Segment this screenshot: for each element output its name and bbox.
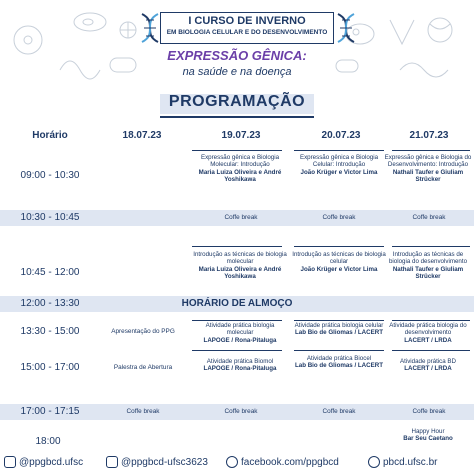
website-link[interactable]	[368, 455, 437, 469]
programacao-heading: PROGRAMAÇÃO	[168, 93, 306, 110]
dna-helix-icon-right	[334, 12, 358, 44]
time-slot: 13:30 - 15:00	[20, 326, 80, 337]
instagram-link[interactable]	[4, 455, 83, 469]
time-slot: 09:00 - 10:30	[20, 170, 80, 181]
session-cell	[384, 154, 472, 184]
session-title: Introdução as técnicas de biologia celular	[292, 251, 386, 266]
time-slot: 15:00 - 17:00	[20, 362, 80, 373]
session-title: Atividade prática BD	[399, 358, 457, 365]
session-cell	[292, 251, 386, 273]
course-title: I CURSO DE INVERNO	[188, 15, 306, 27]
row-divider	[294, 350, 384, 351]
col-header-18: 18.07.23	[122, 130, 162, 141]
col-header-20: 20.07.23	[321, 130, 361, 141]
youtube-handle: @ppgbcd-ufsc3623	[121, 456, 208, 468]
session-title: Atividade prática biologia do desenvolvimento	[389, 322, 467, 337]
session-title: Atividade prática biologia celular	[294, 322, 384, 329]
session-speakers: LACERT / LRDA	[404, 336, 452, 344]
lunch-label: HORÁRIO DE ALMOÇO	[181, 298, 293, 309]
session-speakers: LAPOGE / Rona-Pitaluga	[203, 336, 277, 344]
website-url: pbcd.ufsc.br	[383, 456, 438, 468]
session-cell	[384, 428, 472, 443]
session-title: Expressão gênica e Biologia Molecular: Introdução	[200, 154, 280, 169]
row-divider	[294, 246, 384, 247]
session-cell	[192, 154, 288, 184]
session-cell	[192, 251, 288, 281]
session-cell: Apresentação do PPG	[111, 328, 175, 335]
session-cell	[192, 358, 288, 373]
col-header-21: 21.07.23	[409, 130, 449, 141]
instagram-handle: @ppgbcd.ufsc	[19, 456, 84, 468]
session-speakers: LACERT / LRDA	[404, 365, 452, 373]
coffee-break-label: Coffe break	[412, 408, 446, 415]
coffee-break-label: Coffe break	[322, 408, 356, 415]
time-slot: 10:45 - 12:00	[20, 267, 80, 278]
globe-icon	[368, 456, 380, 468]
row-divider	[392, 320, 470, 321]
session-title: Expressão gênica e Biologia Celular: Introdução	[299, 154, 379, 169]
session-cell	[192, 322, 288, 344]
session-speakers: Nathali Taufer e Giuliam Strücker	[392, 168, 464, 184]
session-title: Introdução as técnicas de biologia do desenvolvimento	[388, 251, 468, 266]
row-divider	[192, 246, 282, 247]
coffee-break-label: Coffe break	[224, 214, 258, 221]
row-divider	[192, 150, 282, 151]
row-divider	[294, 150, 384, 151]
session-title: Atividade prática biologia molecular	[205, 322, 275, 337]
facebook-handle: facebook.com/ppgbcd	[241, 456, 339, 468]
schedule-table	[0, 130, 474, 446]
session-cell	[292, 355, 386, 370]
session-cell	[384, 322, 472, 344]
coffee-break-label: Coffe break	[412, 214, 446, 221]
instagram-icon	[4, 456, 16, 468]
session-title: Introdução as técnicas de biologia molecular	[193, 251, 287, 266]
row-divider	[392, 150, 470, 151]
session-speakers: Nathali Taufer e Giuliam Strücker	[392, 265, 464, 281]
row-divider	[392, 350, 470, 351]
session-title: Atividade prática Biomol	[206, 358, 274, 365]
facebook-link[interactable]	[226, 455, 339, 469]
row-divider	[192, 320, 282, 321]
youtube-icon	[106, 456, 118, 468]
footer	[0, 450, 474, 474]
time-slot: 10:30 - 10:45	[20, 212, 80, 223]
row-divider	[294, 320, 384, 321]
session-speakers: Bar Seu Caetano	[403, 435, 453, 443]
col-header-horario: Horário	[32, 130, 68, 141]
coffee-break-label: Coffe break	[322, 214, 356, 221]
session-cell	[292, 154, 386, 176]
programacao-underline	[160, 116, 314, 118]
row-divider	[192, 350, 282, 351]
theme-subtitle: na saúde e na doença	[182, 66, 292, 78]
session-cell: Palestra de Abertura	[113, 364, 173, 371]
coffee-break-label: Coffe break	[224, 408, 258, 415]
session-speakers: Maria Luiza Oliveira e André Yoshikawa	[198, 265, 282, 281]
row-divider	[392, 246, 470, 247]
session-title: Happy Hour	[411, 428, 445, 435]
time-slot: 18:00	[35, 436, 61, 447]
session-speakers: Maria Luiza Oliveira e André Yoshikawa	[198, 168, 282, 184]
facebook-icon	[226, 456, 238, 468]
session-cell	[384, 358, 472, 373]
session-speakers: LAPOGE / Rona-Pitaluga	[203, 365, 277, 373]
dna-helix-icon-left	[138, 12, 162, 44]
session-speakers: Lab Bio de Gliomas / LACERT	[294, 362, 383, 370]
time-slot: 12:00 - 13:30	[20, 298, 80, 309]
session-title: Atividade prática Biocel	[306, 355, 372, 362]
session-speakers: João Krüger e Victor Lima	[300, 265, 378, 273]
coffee-break-label: Coffe break	[126, 408, 160, 415]
header	[0, 0, 474, 120]
session-cell	[292, 322, 386, 337]
session-speakers: Lab Bio de Gliomas / LACERT	[294, 329, 383, 337]
course-title-box	[160, 12, 334, 44]
course-subtitle: EM BIOLOGIA CELULAR E DO DESENVOLVIMENTO	[166, 29, 328, 36]
session-speakers: João Krüger e Victor Lima	[300, 168, 378, 176]
col-header-19: 19.07.23	[221, 130, 261, 141]
time-slot: 17:00 - 17:15	[20, 406, 80, 417]
theme-title: EXPRESSÃO GÊNICA:	[167, 48, 307, 63]
session-title: Expressão gênica e Biologia do Desenvolvimento: Introdução	[384, 154, 472, 169]
youtube-link[interactable]	[106, 455, 208, 469]
session-cell	[384, 251, 472, 281]
